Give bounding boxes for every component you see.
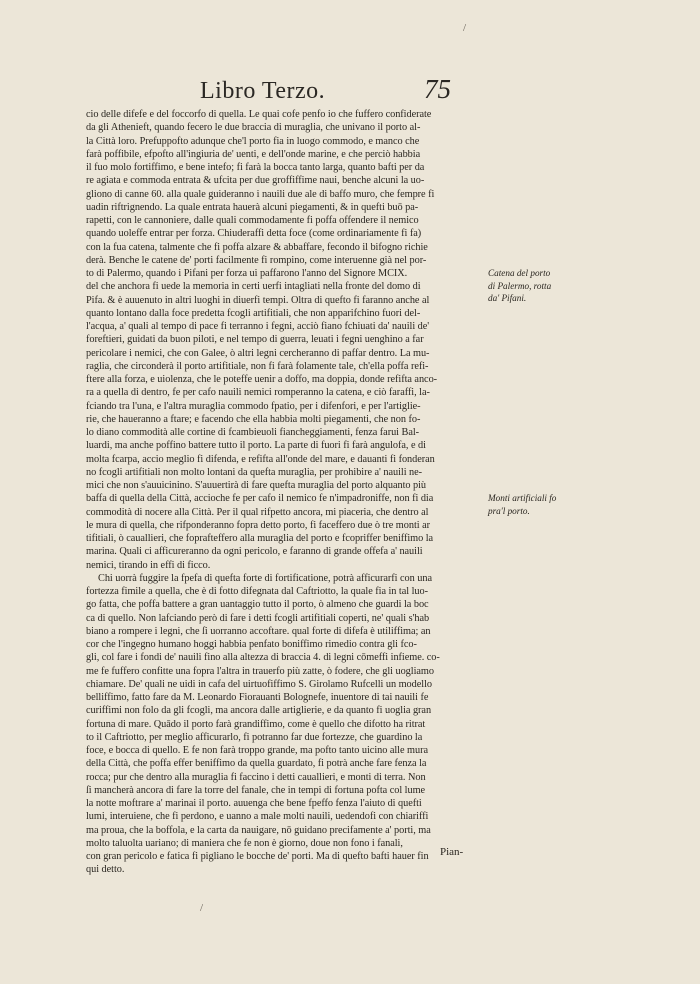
- text-line: curiffimi non folo da gli fcogli, ma ancora dalle artiglierie, e da quanto fi uoglia gran: [86, 705, 432, 717]
- text-line: molto taluolta uariano; di maniera che fe non è giorno, doue non fono i fanali,: [86, 837, 403, 849]
- text-line: con gran pericolo e fatica fi pigliano le bocche de' porti. Ma di quefto bafti hauer fin: [86, 851, 429, 862]
- text-line: biano a rompere i legni, che ſi uorranno accoftare. qual forte di difefa è utiliffima; an: [86, 625, 431, 637]
- running-head: Libro Terzo.: [200, 78, 326, 104]
- body-text: [86, 108, 484, 877]
- text-line: to di Palermo, quando i Pifani per forza ui paffarono l'anno del Signore MCIX.: [86, 268, 408, 279]
- text-line: la notte moftrare a' marinai il porto. auuenga che bene fpeffo fenza l'aiuto di quefti: [86, 798, 422, 809]
- text-line: luardi, ma anche poffino battere tutto il porto. La parte di fuori fi farà angulofa, e di: [86, 440, 426, 452]
- margin-note-palermo-chain: [488, 267, 588, 305]
- text-line: gliono di canne 60. alla quale guideranno i nauili due ale di baffo muro, che fempre fi: [86, 188, 435, 200]
- text-line: farà poffibile, efpofto all'ingiuria de' uenti, e dell'onde marine, e che perciò habbia: [86, 148, 421, 160]
- margin-note-artificial-mounts: [488, 492, 588, 517]
- text-line: uadin riftrignendo. La quale entrata hauerà alcuni piegamenti, & in quefti buō pa-: [86, 201, 419, 213]
- text-line: il fuo molo fortiffimo, e bene intefo; fi farà la bocca tanto larga, quanto bafti per da: [86, 162, 425, 173]
- text-line: foce, e bocca di quello. E fe non farà troppo grande, ma pofto tanto uicino alle mura: [86, 745, 428, 756]
- text-line: la Città loro. Prefuppofto adunque che'l porto fia in luogo commodo, e manco che: [86, 135, 420, 147]
- text-line: Chi uorrà fuggire la fpefa di quefta forte di fortificatione, potrà afficurarfi con una: [98, 572, 432, 584]
- text-line: rapetti, con le cannoniere, dalle quali commodamente fi poffa offendere il nemico: [86, 215, 419, 226]
- text-line: foreftieri, guidati da buon piloti, e nel tempo di guerra, leuati i fegni uenghino a far: [86, 334, 424, 346]
- margin-note-line: Catena del porto: [488, 268, 551, 278]
- text-line: pericolare i nemici, che con Galee, ò altri legni cercheranno di paffar dentro. La mu-: [86, 347, 430, 359]
- text-line: cio delle difefe e del foccorfo di quella. Le quai cofe penfo io che fuffero confiderate: [86, 109, 432, 120]
- catchword: Pian-: [440, 846, 464, 858]
- text-line: le mura di quella, che rifponderanno fopra detto porto, fi faceffero due ò tre monti ar: [86, 519, 430, 531]
- text-line: ftere alla forza, e uiolenza, che le poteffe uenir a doffo, ma doppia, donde refifta anco-: [86, 374, 438, 385]
- text-line: no fcogli artifitiali non molto lontani da quefta muraglia, per prohibire a' nauili ne-: [86, 466, 423, 478]
- text-line: fortuna di mare. Quādo il porto farà grandiffimo, come è quello che difotto ha ritrat: [86, 718, 426, 730]
- text-line: con la fua catena, talmente che fi poffa alzare & abbaffare, fecondo il bifogno richie: [86, 241, 428, 253]
- text-line: Pifa. & è auuenuto in altri luoghi in diuerfi tempi. Oltra di quefto fi faranno anche al: [86, 294, 430, 306]
- text-line: re agiata e commoda entrata & ufcita per due groffiffime naui, benche alcuni la uo-: [86, 175, 425, 187]
- text-line: della Città, che poffa effer beniffimo da quella guardato, fi potrà anche fare fenza la: [86, 758, 427, 770]
- text-line: qui detto.: [86, 864, 125, 876]
- text-line: chiamare. De' quali ne uidi in cafa del uirtuofiffimo S. Girolamo Rufcelli un modello: [86, 678, 432, 690]
- page-mark-top: /: [463, 22, 467, 34]
- text-line: raglia, che circonderà il porto artifitiale, non fi farà folamente tale, ch'ella poffa refi-: [86, 360, 429, 372]
- text-line: go fatta, che poffa battere a gran uantaggio tutto il porto, ò almeno che guardi la boc: [86, 599, 429, 611]
- margin-note-line: pra'l porto.: [488, 505, 530, 516]
- text-line: da gli Athenieft, quando fecero le due braccia di muraglia, che univano il porto al-: [86, 122, 421, 134]
- page-mark-bottom: /: [200, 902, 204, 914]
- text-line: ra a quella di dentro, fe per cafo nauili nemici romperanno la catena, e ciò faraffi, la-: [86, 387, 430, 399]
- text-line: rie, che haueranno a ftare; e facendo che ella habbia molti piegamenti, che non fo-: [86, 413, 421, 425]
- text-line: l'acqua, a' quali al tempo di pace fi terranno i fegni, acciò fiano fchiuati da' nauili de': [86, 321, 430, 332]
- text-line: del che anchora fi uede la memoria in certi uerfi intagliati nella fronte del domo di: [86, 281, 421, 293]
- text-line: quanto lontano dalla foce predetta fcogli artifitiali, che non apparifchino fuori del-: [86, 307, 421, 319]
- text-line: lumi, interuiene, che fi perdono, e uanno a male molti nauili, uedendofi con chiariffi: [86, 811, 429, 823]
- text-line: quando uoleffe entrar per forza. Chiuderaffi detta foce (come ordinariamente fi fa): [86, 228, 422, 240]
- text-line: mici che non s'auuicinino. S'auuertirà di fare quefta muraglia del porto alquanto più: [86, 480, 427, 491]
- text-line: me fe fuffero confitte una fopra l'altra in trauerfo più zatte, ò fodere, che gli uogliamo: [86, 665, 434, 677]
- margin-note-line: da' Pifani.: [488, 293, 527, 303]
- text-line: fortezza fimile a quella, che è di fotto difegnata dal Caftriotto, la quale fia in tal luo-: [86, 586, 428, 597]
- margin-note-line: di Palermo, rotta: [488, 280, 552, 291]
- text-line: rocca; pur che dentro alla muraglia fi faccino i detti cauallieri, e monti di terra. Non: [86, 771, 426, 783]
- margin-note-line: Monti artificiali fo: [488, 493, 557, 503]
- text-line: fciando tra l'una, e l'altra muraglia commodo fpatio, per i difenfori, e per l'artiglie-: [86, 400, 421, 412]
- text-line: cor che l'ingegno humano hoggi habbia penfato boniffimo rimedio contra gli fco-: [86, 639, 417, 650]
- text-line: gli, col fare i fondi de' nauili fino alla altezza di braccia 4. di legni cōmeffi infieme. co-: [86, 652, 440, 664]
- text-line: ma proua, che la boffola, e la carta da nauigare, nō guidano precifamente a' porti, ma: [86, 824, 431, 836]
- text-line: derà. Benche le catene de' porti facilmente fi rompino, come interuenne già nel por-: [86, 254, 427, 266]
- text-line: nemici, tirando in effi di ficco.: [86, 559, 211, 571]
- page-number: 75: [424, 74, 451, 104]
- text-line: tifitiali, ò cauallieri, che foprafteffero alla muraglia del porto e fcopriffer beniffimo la: [86, 533, 434, 544]
- text-line: ca di quello. Non lafciando però di fare i detti fcogli artifitiali coperti, ne' quali s'hab: [86, 612, 430, 624]
- text-line: baffa di quella della Città, accioche fe per cafo il nemico fe n'impadroniffe, non fi dia: [86, 493, 434, 505]
- text-line: ſi mancherà ancora di fare la torre del fanale, che in tempi di fortuna pofta col lume: [86, 784, 426, 796]
- text-line: lo diano commodità alle cortine di fcambieuoli fiancheggiamenti, fenza farui Bal-: [86, 427, 420, 438]
- text-line: belliffimo, fatto fare da M. Leonardo Fiorauanti Bolognefe, inuentore di tai nauili fe: [86, 692, 429, 703]
- text-line: molta fcarpa, accio meglio fi difenda, e refifta all'onde del mare, e dauanti fi fonderan: [86, 453, 435, 465]
- text-line: marina. Quali ci afficureranno da ogni pericolo, e faranno di grande offefa a' nauili: [86, 546, 423, 558]
- text-line: to il Caftriotto, per meglio afficurarlo, fi potranno far due fortezze, che guardino la: [86, 731, 423, 743]
- text-line: commodità di nocere alla Città. Per il qual rifpetto ancora, mi piaceria, che dentro al: [86, 506, 429, 518]
